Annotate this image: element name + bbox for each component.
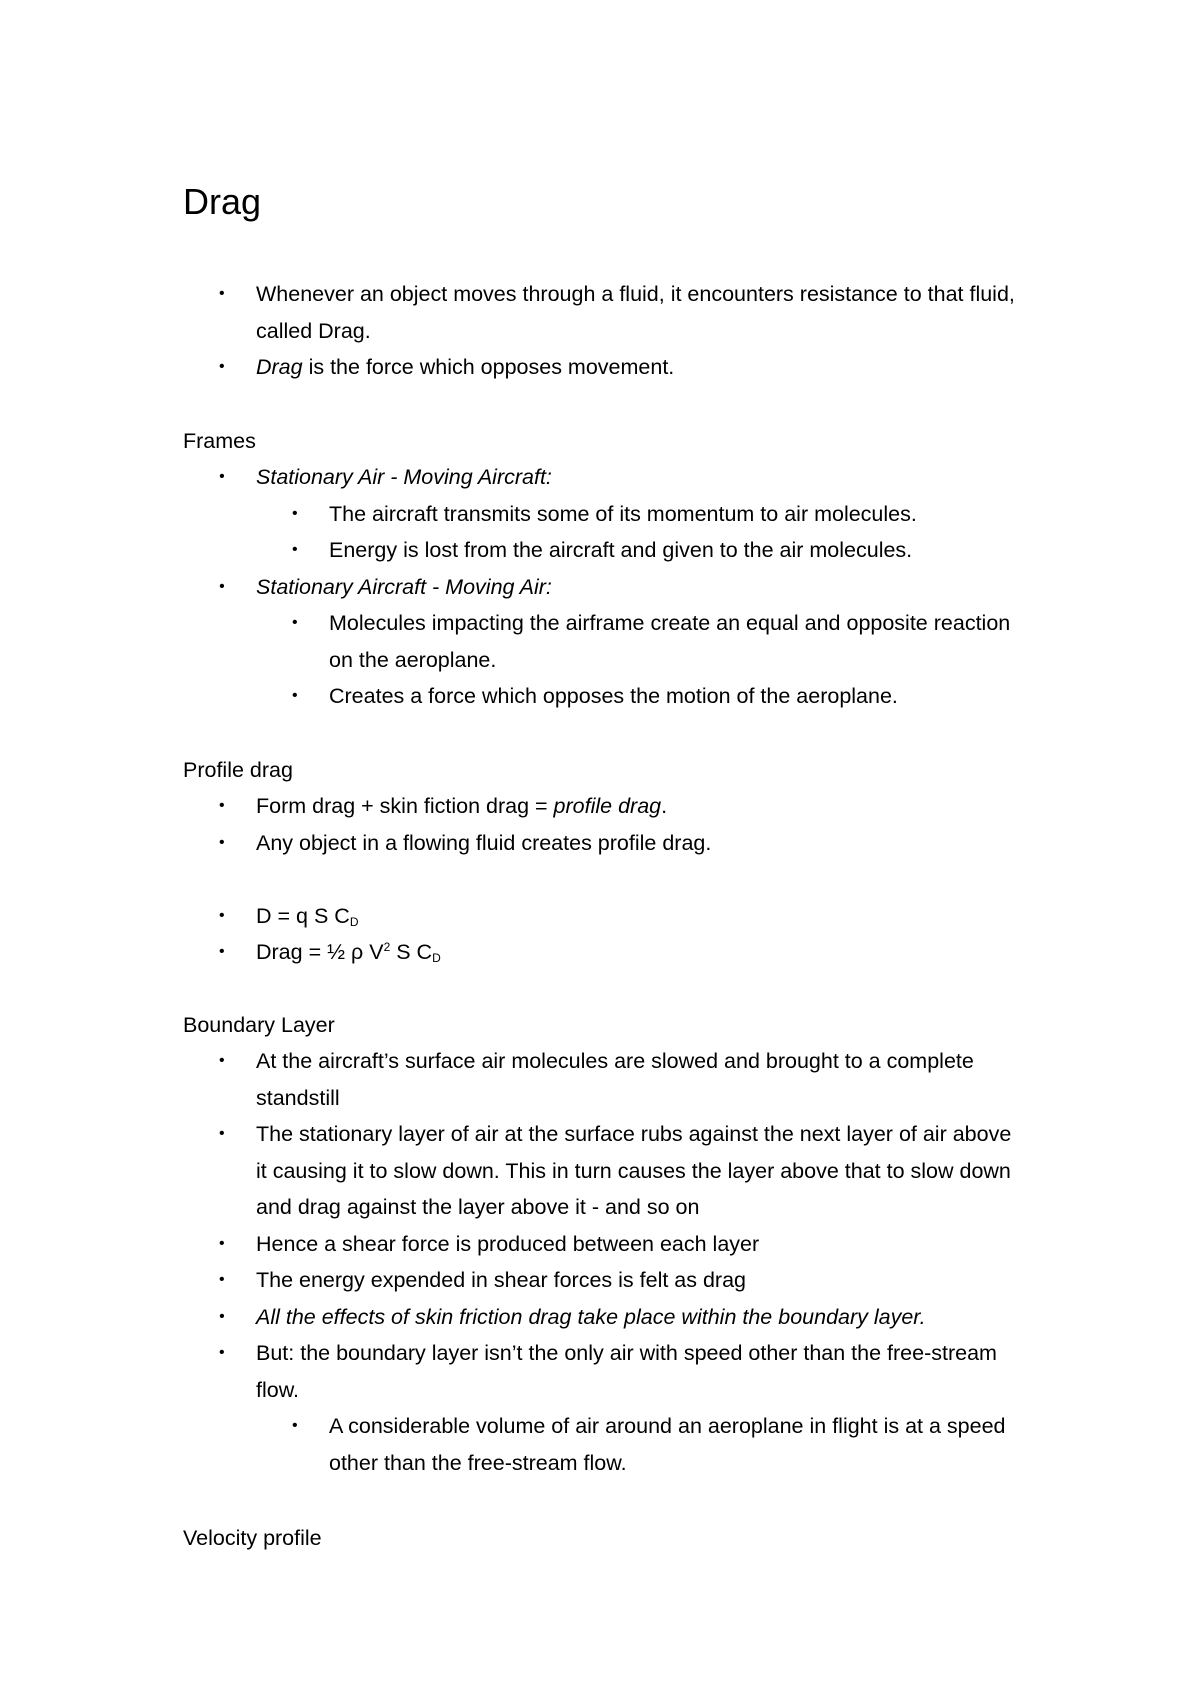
list-item: • Any object in a flowing fluid creates profile drag. <box>183 825 1023 862</box>
list-item: • But: the boundary layer isn’t the only air with speed other than the free-stream flow. <box>183 1335 1023 1408</box>
subscript: D <box>432 951 441 965</box>
list-item: • Stationary Aircraft - Moving Air: <box>183 569 1023 606</box>
item-text: Form drag + skin fiction drag = <box>256 794 554 818</box>
section-heading-boundary-layer: Boundary Layer <box>183 1013 335 1037</box>
list-item: • The stationary layer of air at the surface rubs against the next layer of air above it causing it to slow down. This in turn causes the layer above that to slow down and drag against the layer above it - and so on <box>183 1116 1023 1226</box>
list-item: • Stationary Air - Moving Aircraft: <box>183 459 1023 496</box>
subscript: D <box>349 914 359 929</box>
equation-item <box>183 898 1023 935</box>
list-item: • The aircraft transmits some of its momentum to air molecules. <box>183 496 1023 533</box>
profile-drag-list <box>183 788 1023 971</box>
list-item: • Energy is lost from the aircraft and given to the air molecules. <box>183 532 1023 569</box>
emphasis-text: Drag <box>256 355 303 379</box>
list-item: • At the aircraft’s surface air molecules are slowed and brought to a complete standstill <box>183 1043 1023 1116</box>
list-item: • Molecules impacting the airframe create an equal and opposite reaction on the aeroplane. <box>183 605 1023 678</box>
item-text: . <box>661 794 668 818</box>
list-item: • A considerable volume of air around an aeroplane in flight is at a speed other than the free-stream flow. <box>183 1408 1023 1481</box>
boundary-layer-list <box>183 1043 1023 1481</box>
equation-text: S C <box>390 940 433 964</box>
list-item <box>183 349 1023 386</box>
page-title: Drag <box>183 181 262 222</box>
intro-list <box>183 276 1023 386</box>
section-heading-profile-drag: Profile drag <box>183 758 293 782</box>
superscript: 2 <box>383 940 391 954</box>
section-heading-frames: Frames <box>183 429 256 453</box>
frames-list <box>183 459 1023 715</box>
list-item: • Creates a force which opposes the motion of the aeroplane. <box>183 678 1023 715</box>
section-heading-velocity-profile: Velocity profile <box>183 1526 322 1550</box>
list-item: • Whenever an object moves through a fluid, it encounters resistance to that fluid, called Drag. <box>183 276 1023 349</box>
list-item <box>183 788 1023 825</box>
item-text: is the force which opposes movement. <box>302 355 675 379</box>
equation-text: Drag = ½ ρ V <box>256 940 384 964</box>
list-item: • Hence a shear force is produced between each layer <box>183 1226 1023 1263</box>
list-item: • All the effects of skin friction drag take place within the boundary layer. <box>183 1299 1023 1336</box>
equation-text: D = q S C <box>256 903 350 928</box>
list-item: • The energy expended in shear forces is felt as drag <box>183 1262 1023 1299</box>
equation-item <box>183 934 1023 971</box>
emphasis-text: profile drag <box>553 794 662 818</box>
